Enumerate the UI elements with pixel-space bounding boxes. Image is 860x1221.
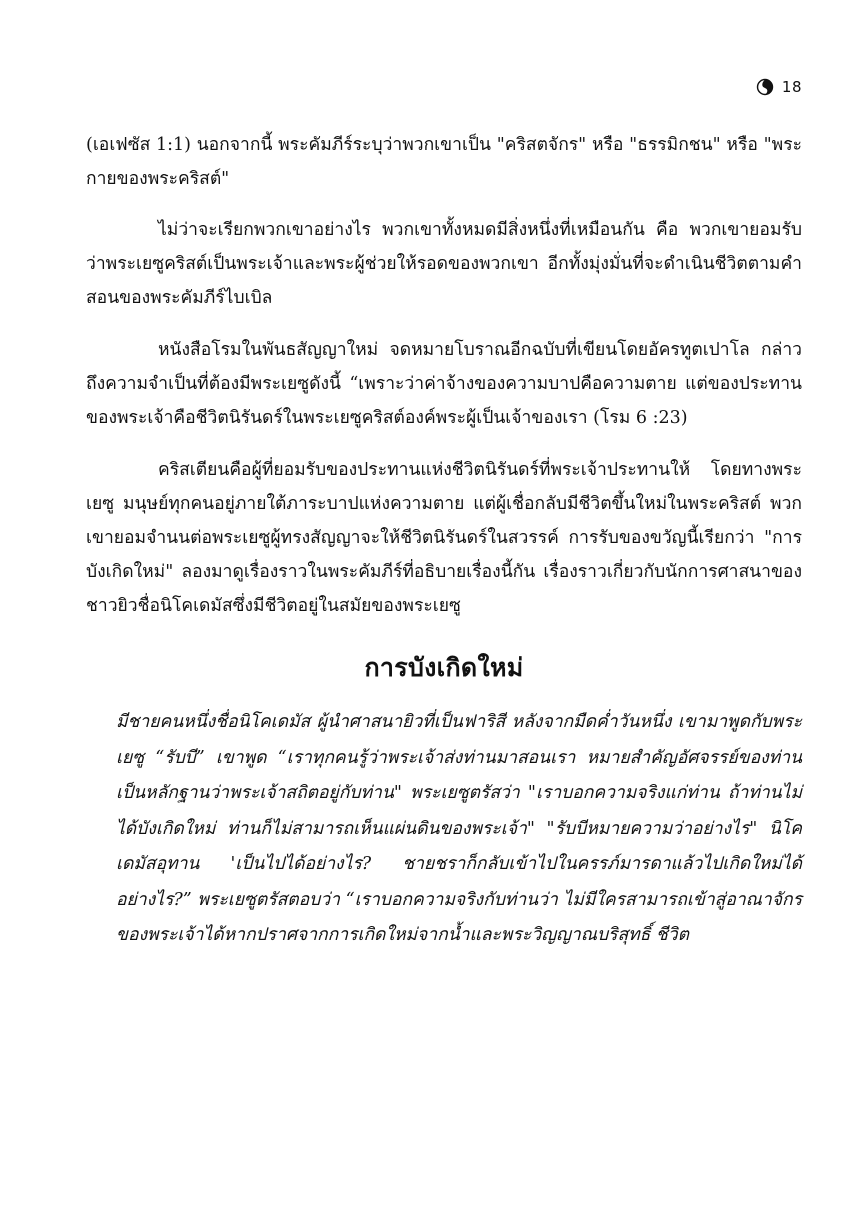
section-title: การบังเกิดใหม่ [364, 653, 524, 682]
page-number: 18 [781, 78, 802, 96]
nicodemus-quote: มีชายคนหนึ่งชื่อนิโคเดมัส ผู้นำศาสนายิวที่เป็นฟาริสี หลังจากมืดค่ำวันหนึ่ง เขามาพูดกับพระเยซู “รับบี” เขาพูด “เราทุกคนรู้ว่าพระเจ้าส่งท่านมาสอนเรา หมายสำคัญอัศจรรย์ของท่านเป็นหลักฐานว่าพระเจ้าสถิตอยู่กับท่าน" พระเยซูตรัสว่า "เราบอกความจริงแก่ท่าน ถ้าท่านไม่ได้บังเกิดใหม่ ท่านก็ไม่สามารถเห็นแผ่นดินของพระเจ้า" "รับบีหมายความว่าอย่างไร" นิโคเดมัสอุทาน 'เป็นไปได้อย่างไร? ชายชราก็กลับเข้าไปในครรภ์มารดาแล้วไปเกิดใหม่ได้อย่างไร?” พระเยซูตรัสตอบว่า “เราบอกความจริงกับท่านว่า ไม่มีใครสามารถเข้าสู่อาณาจักรของพระเจ้าได้หากปราศจากการเกิดใหม่จากน้ำและพระวิญญาณบริสุทธิ์ ชีวิต [116, 712, 802, 945]
paragraph-romans: หนังสือโรมในพันธสัญญาใหม่ จดหมายโบราณอีกฉบับที่เขียนโดยอัครทูตเปาโล กล่าวถึงความจำเป็นที่ต้องมีพระเยซูดังนี้ “เพราะว่าค่าจ้างของความบาปคือความตาย แต่ของประทานของพระเจ้าคือชีวิตนิรันดร์ในพระเยซูคริสต์องค์พระผู้เป็นเจ้าของเรา (โรม 6 :23) [86, 340, 802, 428]
globe-icon [756, 78, 774, 96]
paragraph-eternal-life: คริสเตียนคือผู้ที่ยอมรับของประทานแห่งชีวิตนิรันดร์ที่พระเจ้าประทานให้ โดยทางพระเยซู มนุษย์ทุกคนอยู่ภายใต้ภาระบาปแห่งความตาย แต่ผู้เชื่อกลับมีชีวิตขึ้นใหม่ในพระคริสต์ พวกเขายอมจำนนต่อพระเยซูผู้ทรงสัญญาจะให้ชีวิตนิรันดร์ในสวรรค์ การรับของขวัญนี้เรียกว่า "การบังเกิดใหม่" ลองมาดูเรื่องราวในพระคัมภีร์ที่อธิบายเรื่องนี้กัน เรื่องราวเกี่ยวกับนักการศาสนาของชาวยิวชื่อนิโคเดมัสซึ่งมีชีวิตอยู่ในสมัยของพระเยซู [86, 460, 802, 616]
paragraph-common-belief: ไม่ว่าจะเรียกพวกเขาอย่างไร พวกเขาทั้งหมดมีสิ่งหนึ่งที่เหมือนกัน คือ พวกเขายอมรับว่าพระเยซูคริสต์เป็นพระเจ้าและพระผู้ช่วยให้รอดของพวกเขา อีกทั้งมุ่งมั่นที่จะดำเนินชีวิตตามคำสอนของพระคัมภีร์ไบเบิล [86, 220, 802, 308]
page-header [756, 74, 802, 100]
paragraph-ephesians: (เอเฟซัส 1:1) นอกจากนี้ พระคัมภีร์ระบุว่าพวกเขาเป็น "คริสตจักร" หรือ "ธรรมิกชน" หรือ "พระกายของพระคริสต์" [86, 135, 802, 189]
document-body [86, 128, 802, 954]
